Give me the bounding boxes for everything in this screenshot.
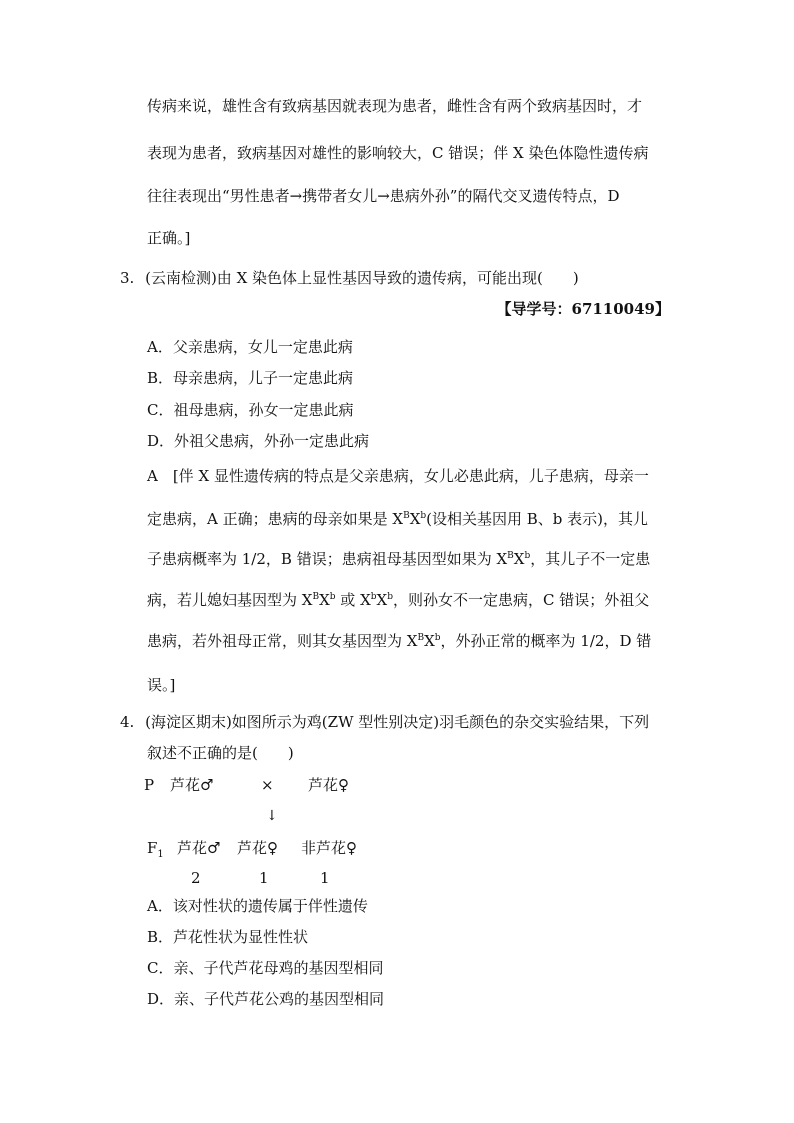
answer-text: 定患病，A 正确；患病的母亲如果是 X	[147, 510, 404, 528]
answer-text: 或 X	[335, 591, 371, 609]
allele-sup: b	[420, 511, 427, 521]
f1-subscript: 1	[157, 849, 164, 860]
answer-line-5	[147, 631, 651, 651]
answer-text: 患病，若外祖母正常，则其女基因型为 X	[147, 632, 418, 650]
answer-text: (设相关基因用 B、b 表示)，其儿	[426, 510, 649, 528]
f1-letter: F	[147, 839, 158, 857]
question-number: 4.	[120, 713, 135, 731]
answer-line-4	[147, 590, 649, 610]
parent-label: P	[144, 776, 155, 794]
answer-text: ，其儿子不一定患	[530, 550, 651, 568]
answer-text: 病，若儿媳妇基因型为 X	[147, 591, 313, 609]
question-4	[120, 712, 649, 732]
option-a: A．父亲患病，女儿一定患此病	[147, 338, 353, 356]
question-3	[120, 268, 579, 288]
offspring-nonbarred-female: 非芦花♀	[301, 839, 357, 857]
cross-symbol: ×	[261, 776, 274, 794]
question-stem-line-2: 叙述不正确的是( )	[147, 744, 294, 762]
offspring-female: 芦花♀	[237, 839, 278, 857]
parent-female: 芦花♀	[308, 776, 349, 794]
allele-sup: b	[329, 592, 336, 602]
prev-answer-line-4: 正确。]	[147, 229, 191, 247]
answer-text: X	[424, 632, 435, 650]
allele-sup: B	[312, 592, 320, 602]
answer-text: X	[376, 591, 388, 609]
option-b: B．母亲患病，儿子一定患此病	[147, 369, 354, 387]
question-stem: (云南检测)由 X 染色体上显性基因导致的遗传病，可能出现( )	[145, 269, 579, 287]
question-number: 3.	[120, 269, 135, 287]
question-stem: (海淀区期末)如图所示为鸡(ZW 型性别决定)羽毛颜色的杂交实验结果，下列	[145, 713, 650, 731]
prev-answer-line-3: 往往表现出“男性患者→携带者女儿→患病外孙”的隔代交叉遗传特点，D	[147, 187, 620, 205]
allele-sup: b	[370, 592, 377, 602]
answer-text: X	[319, 591, 330, 609]
prev-answer-line-2: 表现为患者，致病基因对雄性的影响较大，C 错误；伴 X 染色体隐性遗传病	[147, 144, 649, 162]
option-c: C．祖母患病，孙女一定患此病	[147, 401, 354, 419]
ratio-female: 1	[259, 869, 269, 887]
answer-text: 子患病概率为 1/2，B 错误；患病祖母基因型如果为 X	[147, 550, 508, 568]
option-a: A．该对性状的遗传属于伴性遗传	[147, 897, 368, 915]
f1-label	[147, 838, 164, 865]
parent-male: 芦花♂	[170, 776, 214, 794]
down-arrow-icon: ↓	[266, 808, 278, 824]
answer-line-3	[147, 549, 650, 569]
answer-text: X	[409, 510, 421, 528]
allele-sup: B	[507, 551, 514, 561]
ratio-nonbarred: 1	[320, 869, 330, 887]
answer-text: ，则孙女不一定患病，C 错误；外祖父	[392, 591, 650, 609]
answer-line-1: A [伴 X 显性遗传病的特点是父亲患病，女儿必患此病，儿子患病，母亲一	[147, 467, 649, 485]
answer-text: ，外孙正常的概率为 1/2，D 错	[440, 632, 652, 650]
offspring-male: 芦花♂	[177, 839, 221, 857]
allele-sup: b	[387, 592, 393, 602]
allele-sup: B	[417, 633, 425, 643]
option-d: D．外祖父患病，外孙一定患此病	[147, 432, 370, 450]
allele-sup: b	[434, 633, 441, 643]
option-b: B．芦花性状为显性性状	[147, 928, 309, 946]
answer-line-2	[147, 509, 648, 529]
allele-sup: B	[403, 511, 410, 521]
allele-sup: b	[524, 551, 531, 561]
option-d: D．亲、子代芦花公鸡的基因型相同	[147, 990, 385, 1008]
option-c: C．亲、子代芦花母鸡的基因型相同	[147, 959, 384, 977]
ratio-male: 2	[191, 869, 201, 887]
answer-line-6: 误。]	[147, 676, 176, 694]
prev-answer-line-1: 传病来说，雄性含有致病基因就表现为患者，雌性含有两个致病基因时，才	[147, 97, 643, 115]
answer-text: X	[513, 550, 525, 568]
guide-number: 【导学号：67110049】	[496, 300, 670, 318]
